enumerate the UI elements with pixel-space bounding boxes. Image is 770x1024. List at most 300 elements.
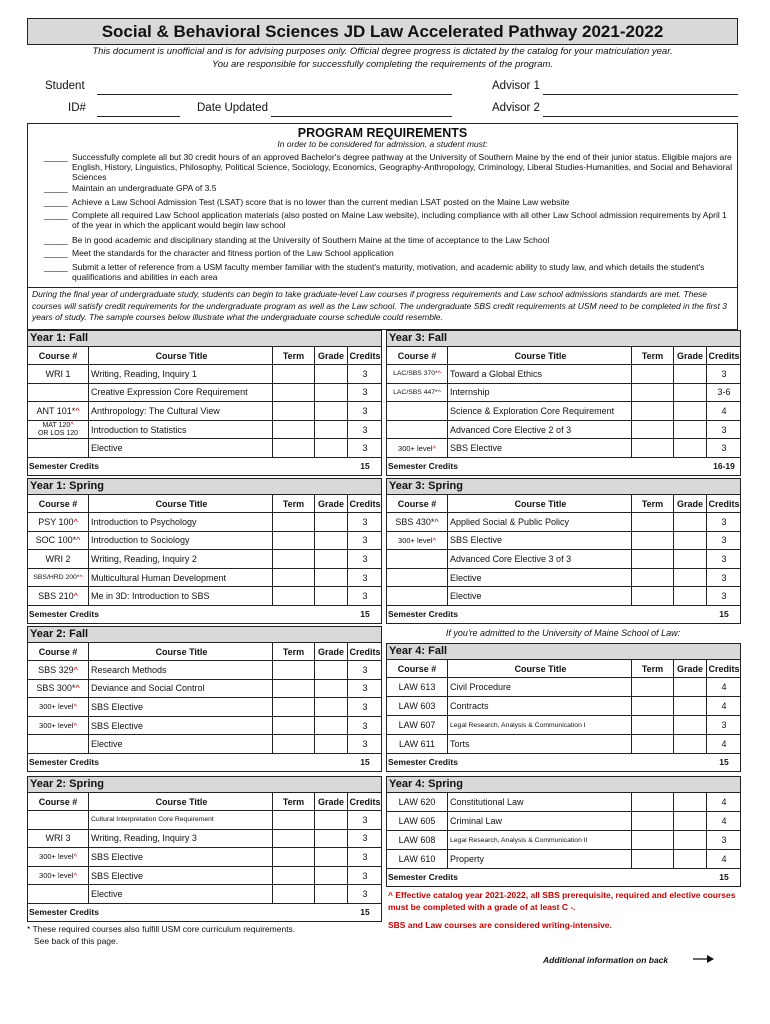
semester-credits-total: 15	[360, 907, 370, 917]
course-number: LAW 603	[387, 697, 448, 715]
header-credits: Credits	[708, 498, 740, 509]
header-term: Term	[273, 643, 315, 660]
advisor2-field[interactable]	[543, 116, 738, 117]
term-cell[interactable]	[273, 717, 315, 735]
table-header	[386, 660, 741, 678]
course-number: LAW 613	[387, 678, 448, 696]
course-number: LAW 605	[387, 812, 448, 830]
semester-credits-total: 15	[360, 757, 370, 767]
footnote	[27, 923, 295, 947]
course-title: Writing, Reading, Inquiry 2	[89, 550, 273, 568]
course-title: Legal Research, Analysis & Communication II	[448, 831, 632, 849]
term-cell[interactable]	[632, 735, 674, 753]
grade-cell[interactable]	[674, 569, 707, 587]
header-term: Term	[632, 495, 674, 512]
term-cell[interactable]	[632, 532, 674, 550]
grade-cell[interactable]	[315, 569, 348, 587]
grade-cell[interactable]	[315, 885, 348, 903]
table-header	[27, 347, 382, 365]
course-number: LAC/SBS 447* ^	[387, 384, 448, 402]
course-row	[27, 384, 382, 403]
id-field[interactable]	[97, 116, 180, 117]
requirement-item: _____ Be in good academic and disciplinary standing at the University of Southern Maine at the time of acceptance to the Law School	[44, 235, 550, 245]
caret-marker: ^	[73, 721, 77, 731]
grade-cell[interactable]	[315, 550, 348, 568]
semester-heading: Year 4: Spring	[386, 776, 741, 793]
semester-credits-row	[27, 458, 382, 476]
term-cell[interactable]	[632, 812, 674, 830]
credits-cell: 3	[721, 553, 727, 564]
grade-cell[interactable]	[674, 850, 707, 868]
credits-cell: 3	[362, 889, 368, 900]
checkbox-blank[interactable]: _____	[44, 197, 68, 207]
grade-cell[interactable]	[315, 661, 348, 679]
table-header	[27, 793, 382, 811]
course-title: Criminal Law	[448, 812, 632, 830]
grade-cell[interactable]	[674, 513, 707, 531]
course-number: LAW 608	[387, 831, 448, 849]
course-number: WRI 1	[28, 365, 89, 383]
table-header	[27, 643, 382, 661]
caret-marker: ^	[75, 683, 80, 694]
term-cell[interactable]	[273, 680, 315, 698]
semester-heading: Year 3: Spring	[386, 478, 741, 495]
course-row	[386, 402, 741, 421]
credits-cell: 3	[362, 572, 368, 583]
term-cell[interactable]	[632, 793, 674, 811]
course-number: 300+ level ^	[387, 532, 448, 550]
course-title: Constitutional Law	[448, 793, 632, 811]
course-number: SBS 210 ^	[28, 587, 89, 605]
grade-cell[interactable]	[674, 550, 707, 568]
program-requirements	[27, 123, 738, 288]
semester-credits-label: Semester Credits	[29, 609, 99, 619]
term-cell[interactable]	[632, 384, 674, 402]
credits-cell: 3	[721, 835, 727, 845]
course-title: Applied Social & Public Policy	[448, 513, 632, 531]
term-cell[interactable]	[273, 848, 315, 866]
course-title: Writing, Reading, Inquiry 1	[89, 365, 273, 383]
grade-cell[interactable]	[315, 698, 348, 716]
credits-cell: 3	[721, 591, 727, 602]
footnote-core: * These required courses also fulfill USM core curriculum requirements.	[27, 924, 296, 934]
credits-cell: 3	[362, 516, 368, 527]
term-cell[interactable]	[632, 421, 674, 439]
header-term: Term	[273, 495, 315, 512]
grade-cell[interactable]	[315, 848, 348, 866]
checkbox-blank[interactable]: _____	[44, 183, 68, 193]
course-title: Anthropology: The Cultural View	[89, 402, 273, 420]
grade-cell[interactable]	[315, 513, 348, 531]
course-row	[27, 513, 382, 532]
course-number	[387, 587, 448, 605]
credits-cell: 3	[362, 591, 368, 602]
course-row	[27, 587, 382, 606]
header-course-num: Course #	[387, 660, 448, 677]
caret-marker: ^	[437, 388, 441, 396]
course-row	[386, 678, 741, 697]
requirement-item: _____ Maintain an undergraduate GPA of 3.5	[44, 183, 217, 193]
term-cell[interactable]	[632, 678, 674, 696]
semester-credits-label: Semester Credits	[29, 461, 99, 471]
term-cell[interactable]	[273, 532, 315, 550]
semester-heading: Year 1: Fall	[27, 330, 382, 347]
credits-cell: 3	[362, 664, 368, 675]
credits-cell: 3	[362, 814, 368, 825]
table-header	[386, 495, 741, 513]
term-cell[interactable]	[632, 697, 674, 715]
header-course-num: Course #	[28, 347, 89, 364]
term-cell[interactable]	[632, 716, 674, 734]
course-number: LAW 620	[387, 793, 448, 811]
term-cell[interactable]	[273, 402, 315, 420]
grade-cell[interactable]	[674, 831, 707, 849]
header-credits: Credits	[349, 498, 381, 509]
caret-marker: ^	[76, 535, 81, 546]
credits-cell: 3	[362, 870, 368, 881]
grade-cell[interactable]	[674, 365, 707, 383]
header-course-title: Course Title	[89, 793, 273, 810]
course-number	[387, 402, 448, 420]
term-cell[interactable]	[273, 811, 315, 829]
course-title: Legal Research, Analysis & Communication I	[448, 716, 632, 734]
course-row	[27, 885, 382, 904]
course-number	[28, 421, 89, 439]
course-number	[28, 811, 89, 829]
grade-cell[interactable]	[315, 402, 348, 420]
course-title: Property	[448, 850, 632, 868]
course-row	[27, 811, 382, 830]
header-credits: Credits	[708, 350, 740, 361]
term-cell[interactable]	[273, 513, 315, 531]
student-label: Student	[45, 80, 85, 92]
course-title: Research Methods	[89, 661, 273, 679]
course-row	[386, 421, 741, 440]
grade-cell[interactable]	[315, 421, 348, 439]
course-title: Creative Expression Core Requirement	[89, 384, 273, 402]
credits-cell: 4	[721, 739, 727, 749]
disclaimer-line-2: You are responsible for successfully completing the requirements of the program.	[211, 59, 554, 70]
table-header	[386, 347, 741, 365]
caret-marker: ^	[75, 405, 80, 416]
credits-cell: 3	[721, 572, 727, 583]
course-row	[27, 735, 382, 754]
semester-heading: Year 3: Fall	[386, 330, 741, 347]
course-number	[28, 735, 89, 753]
course-number: LAW 610	[387, 850, 448, 868]
course-title: Writing, Reading, Inquiry 3	[89, 830, 273, 848]
header-course-title: Course Title	[89, 347, 273, 364]
grade-cell[interactable]	[315, 532, 348, 550]
requirement-item: _____ Submit a letter of reference from a USM faculty member familiar with the student's maturity, motivation, and academic ability to study law, and which details the student's qualifications and abilities in each area	[44, 262, 705, 282]
course-title: SBS Elective	[89, 848, 273, 866]
caret-marker: ^	[432, 535, 436, 545]
header-credits: Credits	[349, 350, 381, 361]
course-row	[27, 867, 382, 886]
term-cell[interactable]	[273, 365, 315, 383]
credits-cell: 3	[362, 833, 368, 844]
header-course-title: Course Title	[89, 643, 273, 660]
semester-credits-row	[27, 754, 382, 772]
grade-cell[interactable]	[315, 680, 348, 698]
header-course-num: Course #	[28, 495, 89, 512]
credits-cell: 3	[362, 535, 368, 546]
grade-cell[interactable]	[674, 716, 707, 734]
student-field[interactable]	[97, 94, 452, 95]
credits-cell: 3	[721, 535, 727, 546]
requirement-item: _____ Successfully complete all but 30 credit hours of an approved Bachelor's degree pathway at the University of Southern Maine by the end of their junior status. Eligible majors are English, History, Linguistics, Philosophy, Political Science, Sociology, Economics, Geography-Anthropology, Criminology, Liberal Studies-Humanities, and Social and Behavioral Sciences	[44, 152, 733, 182]
header-grade: Grade	[674, 347, 707, 364]
semester-heading: Year 1: Spring	[27, 478, 382, 495]
writing-intensive-note: SBS and Law courses are considered writing-intensive.	[388, 920, 612, 930]
semester-credits-label: Semester Credits	[388, 461, 458, 471]
grade-cell[interactable]	[315, 717, 348, 735]
header-term: Term	[273, 347, 315, 364]
course-number: 300+ level ^	[28, 717, 89, 735]
semester-credits-total: 15	[360, 609, 370, 619]
course-title: SBS Elective	[448, 532, 632, 550]
credits-cell: 3	[362, 720, 368, 731]
course-row	[27, 717, 382, 736]
grade-cell[interactable]	[315, 867, 348, 885]
course-row	[386, 513, 741, 532]
page-title: Social & Behavioral Sciences JD Law Accelerated Pathway 2021-2022	[27, 18, 738, 45]
caret-marker: ^	[79, 574, 83, 582]
course-number: LAW 611	[387, 735, 448, 753]
semester-credits-row	[27, 904, 382, 922]
term-cell[interactable]	[632, 850, 674, 868]
semester-credits-total: 15	[719, 757, 729, 767]
caret-marker: ^	[432, 443, 436, 453]
header-course-num: Course #	[387, 495, 448, 512]
course-number: SOC 100* ^	[28, 532, 89, 550]
course-row	[27, 848, 382, 867]
header-grade: Grade	[315, 347, 348, 364]
caret-marker: ^	[437, 370, 441, 378]
course-title: Multicultural Human Development	[89, 569, 273, 587]
credits-cell: 3	[721, 443, 727, 454]
term-cell[interactable]	[273, 550, 315, 568]
course-number: SBS 300* ^	[28, 680, 89, 698]
course-row	[386, 569, 741, 588]
requirements-intro: In order to be considered for admission, a student must:	[277, 139, 488, 149]
grade-cell[interactable]	[674, 587, 707, 605]
course-number	[28, 439, 89, 457]
semester-credits-row	[386, 754, 741, 772]
course-number: WRI 3	[28, 830, 89, 848]
course-number: WRI 2	[28, 550, 89, 568]
grade-cell[interactable]	[315, 384, 348, 402]
credits-cell: 4	[721, 797, 727, 807]
course-title: Elective	[448, 587, 632, 605]
id-label: ID#	[68, 102, 86, 114]
header-grade: Grade	[315, 495, 348, 512]
semester-credits-label: Semester Credits	[388, 609, 458, 619]
semester-credits-row	[27, 606, 382, 624]
term-cell[interactable]	[632, 550, 674, 568]
course-row	[27, 830, 382, 849]
course-row	[27, 661, 382, 680]
checkbox-blank[interactable]: _____	[44, 152, 68, 162]
grade-cell[interactable]	[674, 439, 707, 457]
header-course-num: Course #	[387, 347, 448, 364]
semester-heading: Year 2: Spring	[27, 776, 382, 793]
checkbox-blank[interactable]: _____	[44, 262, 68, 272]
grade-cell[interactable]	[315, 439, 348, 457]
term-cell[interactable]	[273, 885, 315, 903]
credits-cell: 3	[721, 720, 727, 730]
grade-cell[interactable]	[315, 830, 348, 848]
semester-credits-label: Semester Credits	[388, 872, 458, 882]
header-credits: Credits	[349, 646, 381, 657]
header-grade: Grade	[315, 643, 348, 660]
course-row	[386, 697, 741, 716]
course-title: Contracts	[448, 697, 632, 715]
advisor1-field[interactable]	[543, 94, 738, 95]
header-grade: Grade	[674, 660, 707, 677]
course-title: Civil Procedure	[448, 678, 632, 696]
course-number: ANT 101* ^	[28, 402, 89, 420]
date-updated-field[interactable]	[271, 116, 452, 117]
course-title: Me in 3D: Introduction to SBS	[89, 587, 273, 605]
course-title: Elective	[89, 735, 273, 753]
grade-cell[interactable]	[674, 793, 707, 811]
term-cell[interactable]	[632, 513, 674, 531]
header-course-title: Course Title	[89, 495, 273, 512]
term-cell[interactable]	[273, 384, 315, 402]
credits-cell: 3	[362, 405, 368, 416]
grade-cell[interactable]	[674, 532, 707, 550]
course-number	[387, 550, 448, 568]
credits-cell: 3	[362, 387, 368, 398]
course-row	[386, 365, 741, 384]
course-row	[386, 716, 741, 735]
course-title: Introduction to Sociology	[89, 532, 273, 550]
caret-marker: ^	[434, 516, 439, 527]
term-cell[interactable]	[632, 402, 674, 420]
course-row	[27, 532, 382, 551]
grade-cell[interactable]	[315, 811, 348, 829]
term-cell[interactable]	[632, 439, 674, 457]
credits-cell: 4	[721, 405, 727, 416]
course-title: Deviance and Social Control	[89, 680, 273, 698]
course-number: 300+ level ^	[28, 698, 89, 716]
caret-marker: ^	[73, 852, 77, 862]
course-number	[28, 885, 89, 903]
header-credits: Credits	[349, 796, 381, 807]
term-cell[interactable]	[273, 421, 315, 439]
course-row	[27, 439, 382, 458]
course-number: PSY 100 ^	[28, 513, 89, 531]
checkbox-blank[interactable]: _____	[44, 210, 68, 220]
term-cell[interactable]	[273, 698, 315, 716]
checkbox-blank[interactable]: _____	[44, 248, 68, 258]
credits-cell: 4	[721, 854, 727, 864]
credits-cell: 4	[721, 682, 727, 692]
course-row	[27, 550, 382, 569]
caret-marker: ^	[73, 664, 78, 675]
semester-credits-row	[386, 458, 741, 476]
grade-cell[interactable]	[674, 735, 707, 753]
course-number	[387, 421, 448, 439]
course-title: SBS Elective	[89, 717, 273, 735]
semester-credits-total: 15	[360, 461, 370, 471]
course-number: SBS 430* ^	[387, 513, 448, 531]
grade-cell[interactable]	[674, 812, 707, 830]
checkbox-blank[interactable]: _____	[44, 235, 68, 245]
grade-cell[interactable]	[315, 365, 348, 383]
course-row	[27, 698, 382, 717]
header-grade: Grade	[674, 495, 707, 512]
term-cell[interactable]	[273, 439, 315, 457]
course-number-alt: OR LOS 120	[37, 429, 79, 437]
course-row	[386, 550, 741, 569]
credits-cell: 3	[362, 739, 368, 750]
grade-cell[interactable]	[674, 384, 707, 402]
semester-credits-row	[386, 869, 741, 887]
credits-cell: 3	[721, 368, 727, 379]
term-cell[interactable]	[273, 661, 315, 679]
course-row	[27, 421, 382, 440]
requirement-item: _____ Complete all required Law School application materials (also posted on Maine Law website), including compliance with all other Law School admission requirements by April 1 of the year in which the applicant would begin law school	[44, 210, 727, 230]
requirement-item: _____ Achieve a Law School Admission Test (LSAT) score that is no lower than the current median LSAT posted on the Maine Law website	[44, 197, 570, 207]
arrow-right-icon	[693, 953, 715, 965]
course-title: Cultural Interpretation Core Requirement	[89, 811, 273, 829]
course-title: Advanced Core Elective 3 of 3	[448, 550, 632, 568]
date-updated-label: Date Updated	[197, 102, 268, 114]
course-title: Introduction to Statistics	[89, 421, 273, 439]
credits-cell: 3	[362, 424, 368, 435]
term-cell[interactable]	[632, 365, 674, 383]
grade-cell[interactable]	[674, 421, 707, 439]
course-row	[386, 850, 741, 869]
course-title: Advanced Core Elective 2 of 3	[448, 421, 632, 439]
term-cell[interactable]	[273, 867, 315, 885]
credits-cell: 3	[362, 443, 368, 454]
course-title: Internship	[448, 384, 632, 402]
course-title: Elective	[89, 439, 273, 457]
caret-marker: ^	[70, 421, 74, 429]
table-header	[27, 495, 382, 513]
course-row	[386, 793, 741, 812]
caret-marker: ^	[73, 591, 78, 602]
term-cell[interactable]	[632, 587, 674, 605]
grade-cell[interactable]	[674, 678, 707, 696]
semester-credits-total: 15	[719, 872, 729, 882]
grade-cell[interactable]	[315, 735, 348, 753]
course-number: 300+ level ^	[28, 848, 89, 866]
course-number: SBS 329 ^	[28, 661, 89, 679]
semester-credits-total: 16-19	[713, 461, 735, 471]
term-cell[interactable]	[273, 830, 315, 848]
course-row	[386, 735, 741, 754]
grade-cell[interactable]	[315, 587, 348, 605]
additional-info-link[interactable]: Additional information on back	[543, 955, 669, 965]
course-title: Torts	[448, 735, 632, 753]
term-cell[interactable]	[273, 569, 315, 587]
footnote-back: See back of this page.	[34, 936, 119, 946]
grade-cell[interactable]	[674, 697, 707, 715]
course-row	[386, 384, 741, 403]
term-cell[interactable]	[632, 569, 674, 587]
term-cell[interactable]	[273, 735, 315, 753]
course-title: Toward a Global Ethics	[448, 365, 632, 383]
grade-cell[interactable]	[674, 402, 707, 420]
term-cell[interactable]	[273, 587, 315, 605]
course-row	[386, 587, 741, 606]
term-cell[interactable]	[632, 831, 674, 849]
credits-cell: 3	[721, 516, 727, 527]
